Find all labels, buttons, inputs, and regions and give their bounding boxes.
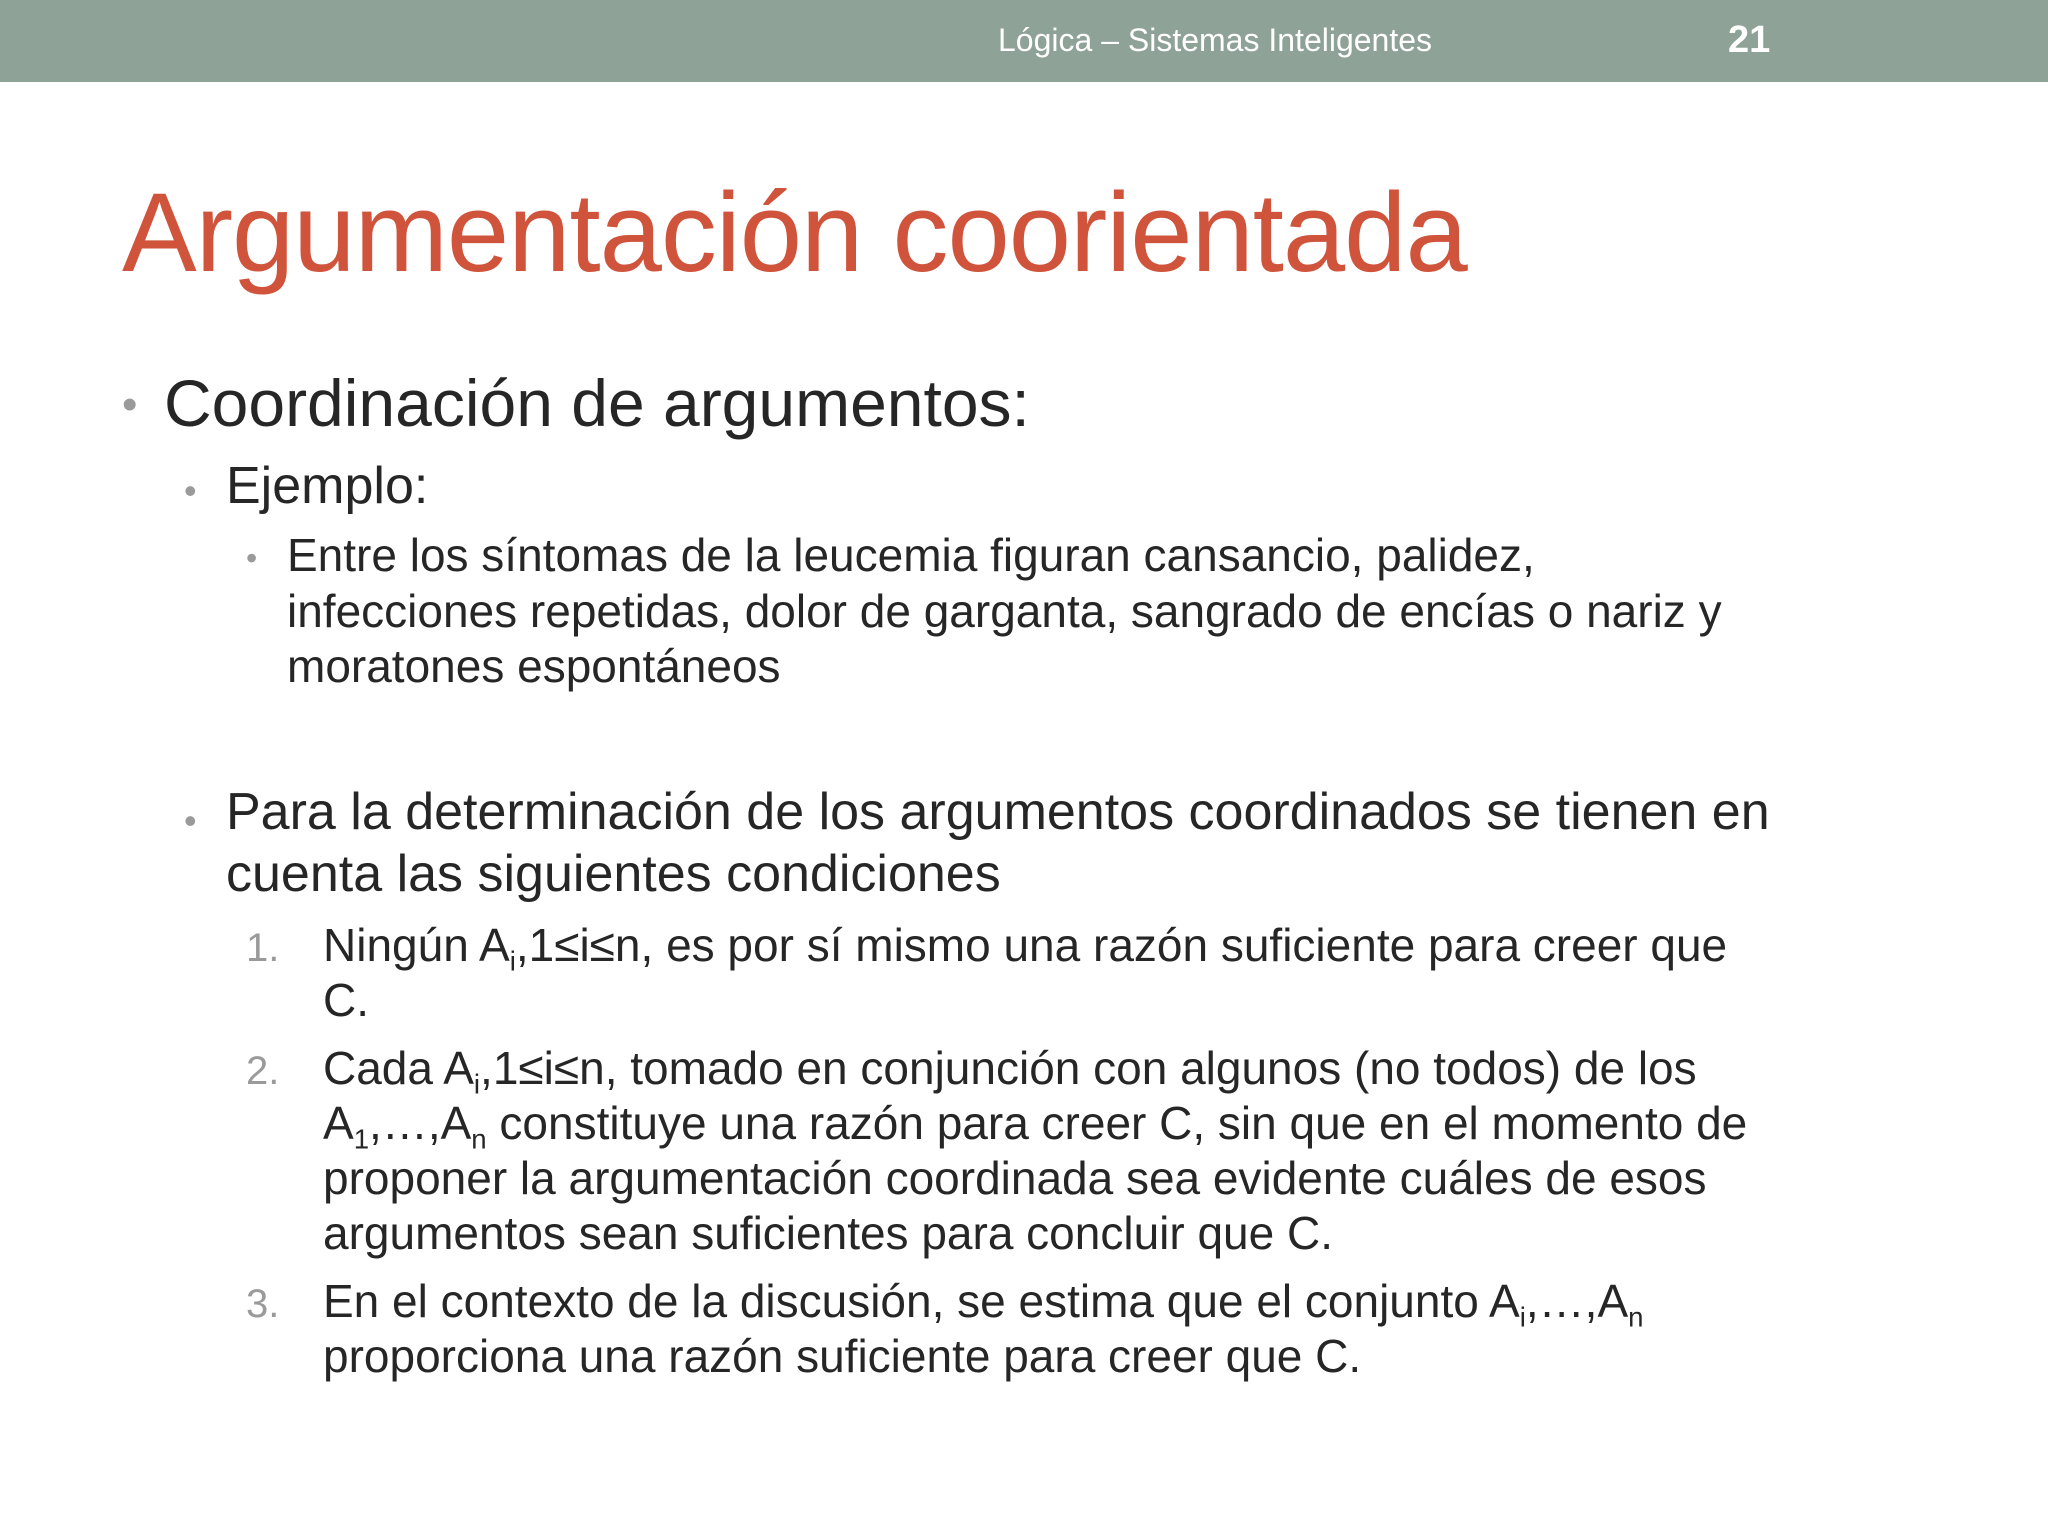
bullet-icon: • — [184, 800, 197, 841]
condition-2-line: $A_1,\dots,A_n$ constituye una razón para creer C, sin que en el momento de — [323, 1097, 1748, 1155]
list-number: 2. — [246, 1049, 280, 1093]
condition-3-line: En el contexto de la discusión, se estima que el conjunto $A_i,\dots,A_n$ — [323, 1275, 1644, 1333]
slide-title: Argumentación coorientada — [122, 170, 1467, 295]
bullet-coordination: Coordinación de argumentos: — [164, 366, 1030, 440]
page-number: 21 — [1728, 19, 1771, 61]
conditions-intro-line: Para la determinación de los argumentos coordinados se tienen en — [226, 783, 1770, 841]
condition-2-line: Cada $A_i,1\le i\le n$, tomado en conjunción con algunos (no todos) de los — [323, 1042, 1697, 1100]
condition-2-line: proponer la argumentación coordinada sea evidente cuáles de esos — [323, 1152, 1707, 1204]
bullet-icon: • — [122, 380, 138, 429]
bullet-icon: • — [184, 470, 197, 511]
condition-3-line: proporciona una razón suficiente para creer que C. — [323, 1330, 1362, 1382]
conditions-intro-line: cuenta las siguientes condiciones — [226, 845, 1001, 903]
example-line: moratones espontáneos — [287, 640, 781, 692]
list-number: 3. — [246, 1282, 280, 1326]
condition-1-line: Ningún $A_i,1\le i\le n$, es por sí mismo una razón suficiente para creer que — [323, 919, 1728, 977]
condition-2-line: argumentos sean suficientes para concluir que C. — [323, 1207, 1334, 1259]
condition-1-line: C. — [323, 974, 369, 1026]
example-label: Ejemplo: — [226, 457, 429, 515]
example-line: Entre los síntomas de la leucemia figuran cansancio, palidez, — [287, 529, 1535, 581]
list-number: 1. — [246, 926, 280, 970]
bullet-icon: • — [246, 540, 258, 576]
example-line: infecciones repetidas, dolor de garganta, sangrado de encías o nariz y — [287, 585, 1722, 637]
course-title: Lógica – Sistemas Inteligentes — [998, 22, 1433, 58]
header-bar — [0, 0, 2048, 82]
